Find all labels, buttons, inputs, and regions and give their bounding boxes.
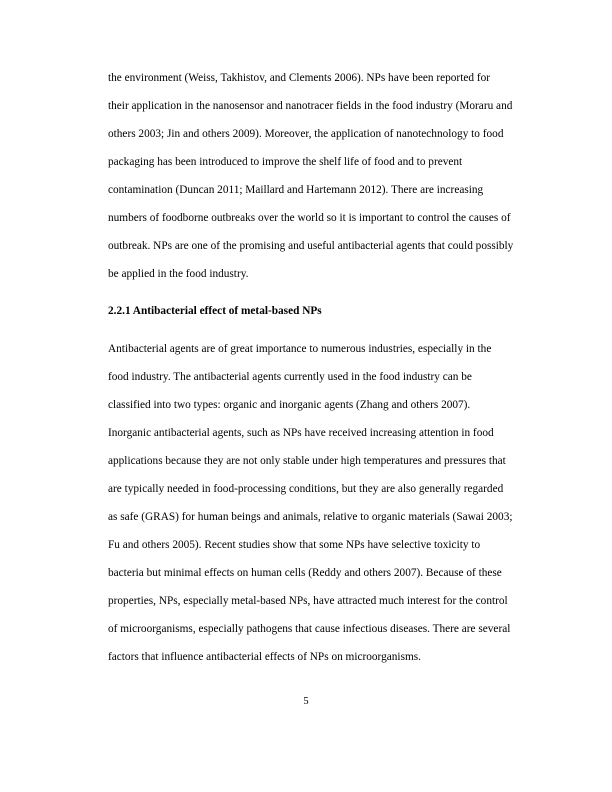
paragraph-line: food industry. The antibacterial agents currently used in the food industry can be [108,371,472,383]
paragraph-line: properties, NPs, especially metal-based NPs, have attracted much interest for the control [108,595,508,607]
paragraph-line: Inorganic antibacterial agents, such as NPs have received increasing attention in food [108,427,494,439]
paragraph-line: Antibacterial agents are of great importance to numerous industries, especially in the [108,343,492,355]
paragraph-line: applications because they are not only stable under high temperatures and pressures that [108,455,506,467]
paragraph-line: of microorganisms, especially pathogens that cause infectious diseases. There are several [108,623,511,635]
paragraph-line: numbers of foodborne outbreaks over the world so it is important to control the causes of [108,212,511,224]
section-heading: 2.2.1 Antibacterial effect of metal-based NPs [108,305,322,317]
paragraph-line: as safe (GRAS) for human beings and animals, relative to organic materials (Sawai 2003; [108,511,513,523]
paragraph-line: their application in the nanosensor and nanotracer fields in the food industry (Moraru and [108,100,513,112]
paragraph-line: bacteria but minimal effects on human cells (Reddy and others 2007). Because of these [108,567,502,579]
paragraph-line: be applied in the food industry. [108,268,249,280]
paragraph-line: are typically needed in food-processing conditions, but they are also generally regarded [108,483,504,495]
paragraph-line: classified into two types: organic and inorganic agents (Zhang and others 2007). [108,399,471,411]
paragraph-line: Fu and others 2005). Recent studies show that some NPs have selective toxicity to [108,539,481,551]
page-number: 5 [303,696,309,707]
paragraph-line: others 2003; Jin and others 2009). Moreover, the application of nanotechnology to food [108,128,504,140]
paragraph-line: packaging has been introduced to improve the shelf life of food and to prevent [108,156,463,168]
paragraph-line: outbreak. NPs are one of the promising and useful antibacterial agents that could possibly [108,240,514,252]
paragraph-line: factors that influence antibacterial effects of NPs on microorganisms. [108,651,421,663]
paragraph-line: the environment (Weiss, Takhistov, and Clements 2006). NPs have been reported for [108,72,490,84]
paragraph-line: contamination (Duncan 2011; Maillard and Hartemann 2012). There are increasing [108,184,484,196]
